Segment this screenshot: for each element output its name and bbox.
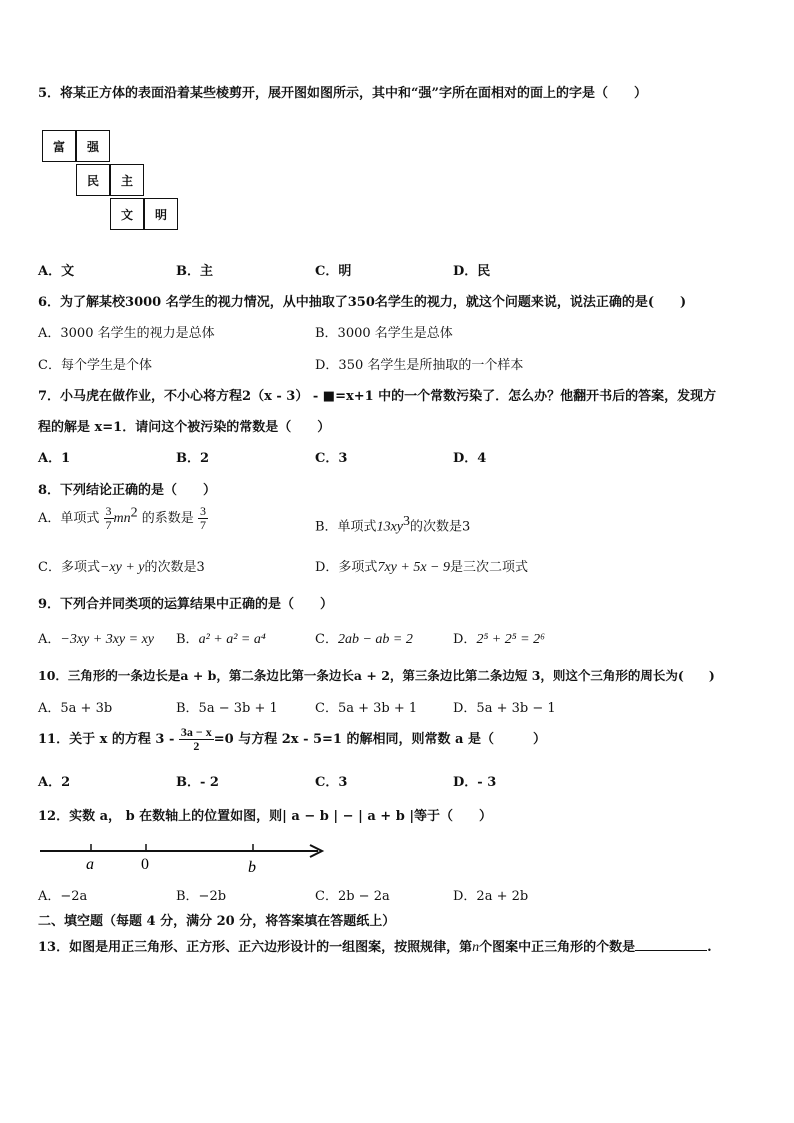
q11-option-b: B．- 2 <box>176 775 219 790</box>
net-cell-ming: 明 <box>144 198 178 230</box>
q6-option-d: D．350 名学生是所抽取的一个样本 <box>315 358 524 373</box>
q7-option-a: A．1 <box>38 451 71 466</box>
fraction-denominator: 7 <box>105 518 112 532</box>
net-cell-qiang: 强 <box>76 130 110 162</box>
q13-variable-n: n <box>472 940 480 955</box>
net-cell-zhu: 主 <box>110 164 144 196</box>
q9-option-a-expression: −3xy + 3xy = xy <box>60 632 155 647</box>
q8-option-b-prefix: B．单项式 <box>315 519 377 535</box>
q12-option-c: C．2b − 2a <box>315 889 390 904</box>
q10-option-c: C．5a + 3b + 1 <box>315 701 418 716</box>
q8-option-d-suffix: 是三次二项式 <box>449 560 528 575</box>
q6-option-a: A．3000 名学生的视力是总体 <box>38 326 215 341</box>
answer-blank[interactable] <box>635 938 707 951</box>
q11-option-c: C．3 <box>315 775 348 790</box>
q8-stem: 8．下列结论正确的是（ ） <box>38 483 217 498</box>
fraction-numerator: 3a − x <box>180 725 212 739</box>
q9-option-c-expression: 2ab − ab = 2 <box>337 632 413 647</box>
q9-option-d-expression: 2⁵ + 2⁵ = 2⁶ <box>476 632 545 647</box>
q11-stem-prefix: 11．关于 x 的方程 3 - <box>38 732 175 747</box>
fraction-numerator: 3 <box>199 504 206 518</box>
q9-option-b-label: B． <box>176 632 199 647</box>
q9-option-b-expression: a² + a² = a⁴ <box>198 632 266 647</box>
net-cell-fu: 富 <box>42 130 76 162</box>
q9-option-d-label: D． <box>453 632 477 647</box>
q8-option-c-prefix: C．多项式 <box>38 560 100 575</box>
q9-option-c <box>315 628 413 648</box>
q5-option-c: C．明 <box>315 264 352 279</box>
q8-option-a <box>38 505 208 532</box>
q8-option-a-prefix: A．单项式 <box>38 511 100 526</box>
q6-stem: 6．为了解某校3000 名学生的视力情况，从中抽取了350名学生的视力，就这个问题来说，说法正确的是( ) <box>38 295 687 310</box>
q8-option-a-variable: mn <box>113 511 131 526</box>
q10-option-d: D．5a + 3b − 1 <box>453 701 556 716</box>
fraction-numerator: 3 <box>105 504 112 518</box>
q12-option-a: A．−2a <box>38 889 88 904</box>
q8-option-a-fraction-2 <box>198 505 208 532</box>
q7-option-c: C．3 <box>315 451 348 466</box>
q10-stem: 10．三角形的一条边长是a + b，第二条边比第一条边长a + 2，第三条边比第二条边短 3，则这个三角形的周长为( ) <box>38 668 715 683</box>
q13-stem <box>38 936 712 956</box>
q8-option-a-fraction <box>104 505 114 532</box>
q7-stem-line2: 程的解是 x=1．请问这个被污染的常数是（ ） <box>38 420 331 435</box>
q8-option-d <box>315 556 528 576</box>
q9-option-c-label: C． <box>315 632 338 647</box>
q6-option-b: B．3000 名学生是总体 <box>315 326 453 341</box>
q9-stem: 9．下列合并同类项的运算结果中正确的是（ ） <box>38 597 334 612</box>
q13-stem-prefix: 13．如图是用正三角形、正方形、正六边形设计的一组图案，按照规律，第 <box>38 940 473 955</box>
net-cell-min: 民 <box>76 164 110 196</box>
net-cell-wen: 文 <box>110 198 144 230</box>
q8-option-c-suffix: 的次数是3 <box>144 560 205 575</box>
fraction-denominator: 2 <box>193 739 200 753</box>
cube-net-diagram <box>42 130 192 240</box>
q12-option-b: B．−2b <box>176 889 227 904</box>
label-a: a <box>86 856 94 873</box>
q11-option-a: A．2 <box>38 775 71 790</box>
q12-option-d: D．2a + 2b <box>453 889 529 904</box>
q11-stem <box>38 726 546 753</box>
q8-option-b-expression: 13xy <box>376 519 403 535</box>
q7-option-d: D．4 <box>453 451 487 466</box>
q7-option-b: B．2 <box>176 451 210 466</box>
q6-option-c: C．每个学生是个体 <box>38 358 152 373</box>
q11-fraction <box>179 726 214 753</box>
q5-option-a: A．文 <box>38 264 75 279</box>
q8-option-a-exponent: 2 <box>130 505 138 521</box>
q8-option-d-expression: 7xy + 5x − 9 <box>377 560 450 575</box>
q8-option-b-exponent: 3 <box>403 514 410 529</box>
q11-option-d: D．- 3 <box>453 775 497 790</box>
q9-option-d <box>453 628 545 648</box>
q10-option-b: B．5a − 3b + 1 <box>176 701 278 716</box>
q5-option-b: B．主 <box>176 264 213 279</box>
q5-stem: 5．将某正方体的表面沿着某些棱剪开，展开图如图所示，其中和“强”字所在面相对的面上的字是（ ） <box>38 86 648 101</box>
q9-option-b <box>176 628 266 648</box>
q8-option-d-prefix: D．多项式 <box>315 560 378 575</box>
number-line-diagram <box>36 838 336 878</box>
q8-option-a-middle: 的系数是 <box>141 511 194 526</box>
q8-option-c <box>38 556 205 576</box>
q8-option-b-suffix: 的次数是3 <box>410 519 471 535</box>
q9-option-a <box>38 628 154 648</box>
label-zero: 0 <box>141 856 149 873</box>
q5-option-d: D．民 <box>453 264 491 279</box>
q7-stem-line1: 7．小马虎在做作业，不小心将方程2（x - 3） - ■=x+1 中的一个常数污染了．怎么办？他翻开书后的答案，发现方 <box>38 389 717 404</box>
q13-period: . <box>707 940 712 955</box>
section-fill-in-heading: 二、填空题（每题 4 分，满分 20 分，将答案填在答题纸上） <box>38 914 396 929</box>
q12-stem: 12．实数 a， b 在数轴上的位置如图，则| a − b | − | a + b |等于（ ） <box>38 809 493 824</box>
q10-option-a: A．5a + 3b <box>38 701 113 716</box>
fraction-denominator: 7 <box>199 518 206 532</box>
q9-option-a-label: A． <box>38 632 61 647</box>
q13-stem-suffix: 个图案中正三角形的个数是 <box>479 940 636 955</box>
q8-option-b <box>315 514 470 535</box>
q11-stem-suffix: =0 与方程 2x - 5=1 的解相同，则常数 a 是（ ） <box>213 732 546 747</box>
label-b: b <box>248 859 256 876</box>
q8-option-c-expression: −xy + y <box>99 560 145 575</box>
